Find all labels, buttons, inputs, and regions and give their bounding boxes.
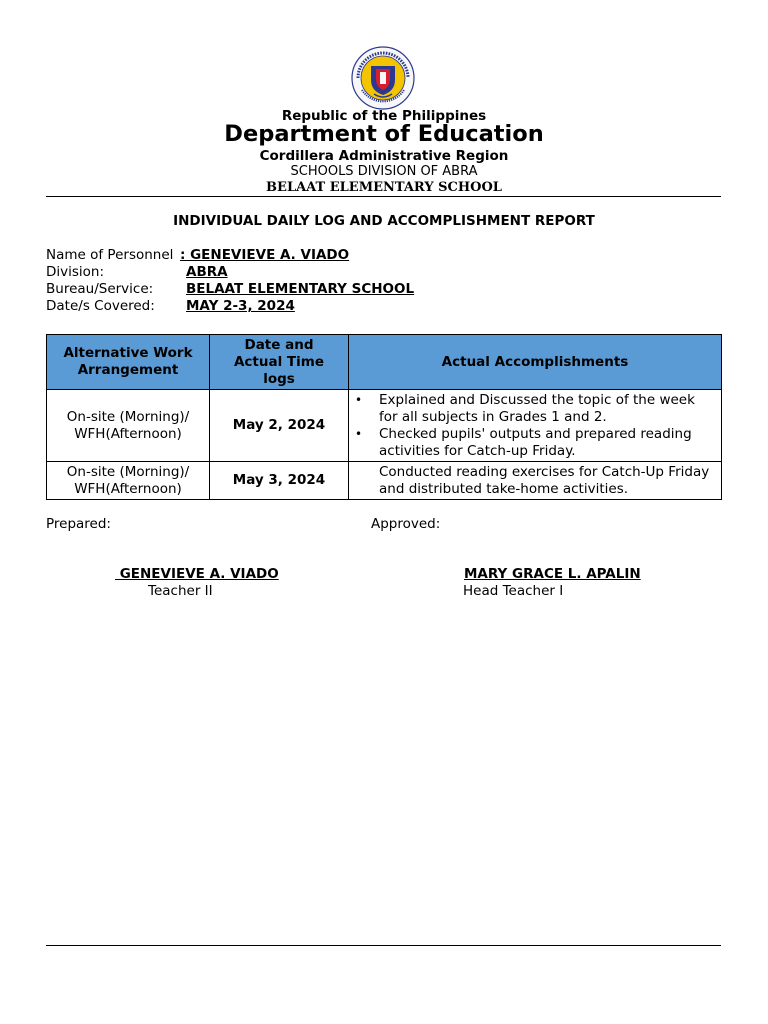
header-date: Date and Actual Time logs [210, 335, 349, 390]
table-row [47, 462, 722, 500]
accomplishments-cell [349, 390, 722, 462]
arrangement-line: WFH(Afternoon) [74, 480, 182, 497]
dates-label: Date/s Covered: [46, 298, 155, 314]
arrangement-line: On-site (Morning)/ [66, 463, 190, 480]
arrangement-cell [47, 390, 210, 462]
prepared-name: GENEVIEVE A. VIADO [115, 566, 279, 582]
footer-divider [46, 945, 721, 946]
accomplishment-text: Checked pupils' outputs and prepared reading activities for Catch-up Friday. [379, 425, 692, 459]
arrangement-line: On-site (Morning)/ [66, 408, 190, 425]
personnel-value: : GENEVIEVE A. VIADO [180, 247, 350, 263]
arrangement-cell [47, 462, 210, 500]
header-divider [46, 196, 721, 197]
approved-title: Head Teacher I [463, 583, 564, 599]
accomplishment-table [46, 334, 722, 500]
department-heading: Department of Education [224, 121, 544, 147]
prepared-title: Teacher II [148, 583, 213, 599]
approved-label: Approved: [371, 516, 441, 532]
list-item [349, 392, 715, 426]
arrangement-line: WFH(Afternoon) [74, 425, 182, 442]
division-value: ABRA [186, 264, 228, 280]
bureau-value: BELAAT ELEMENTARY SCHOOL [186, 281, 415, 297]
division-heading: SCHOOLS DIVISION OF ABRA [290, 164, 478, 179]
accomplishment-text: Conducted reading exercises for Catch-Up Friday and distributed take-home activities. [379, 463, 710, 497]
approved-name: MARY GRACE L. APALIN [464, 566, 641, 582]
bureau-label: Bureau/Service: [46, 281, 154, 297]
date-cell: May 3, 2024 [210, 462, 349, 500]
dates-value: MAY 2-3, 2024 [186, 298, 295, 314]
region-heading: Cordillera Administrative Region [259, 148, 509, 164]
prepared-label: Prepared: [46, 516, 111, 532]
bullet-icon: • [355, 426, 363, 441]
republic-heading: Republic of the Philippines [281, 108, 487, 124]
accomplishment-list [349, 392, 721, 460]
school-heading: BELAAT ELEMENTARY SCHOOL [266, 180, 502, 195]
division-label: Division: [46, 264, 105, 280]
accomplishments-cell [349, 462, 722, 500]
table-row [47, 390, 722, 462]
accomplishment-text: Explained and Discussed the topic of the week for all subjects in Grades 1 and 2. [379, 391, 695, 425]
header-accomplishments: Actual Accomplishments [349, 335, 722, 390]
table-header-row [47, 335, 722, 390]
bullet-icon: • [355, 392, 363, 407]
deped-seal-icon [346, 46, 420, 110]
header-arrangement: Alternative Work Arrangement [47, 335, 210, 390]
list-item [349, 426, 715, 460]
date-cell: May 2, 2024 [210, 390, 349, 462]
personnel-label: Name of Personnel [46, 247, 174, 263]
report-title: INDIVIDUAL DAILY LOG AND ACCOMPLISHMENT REPORT [173, 213, 595, 229]
